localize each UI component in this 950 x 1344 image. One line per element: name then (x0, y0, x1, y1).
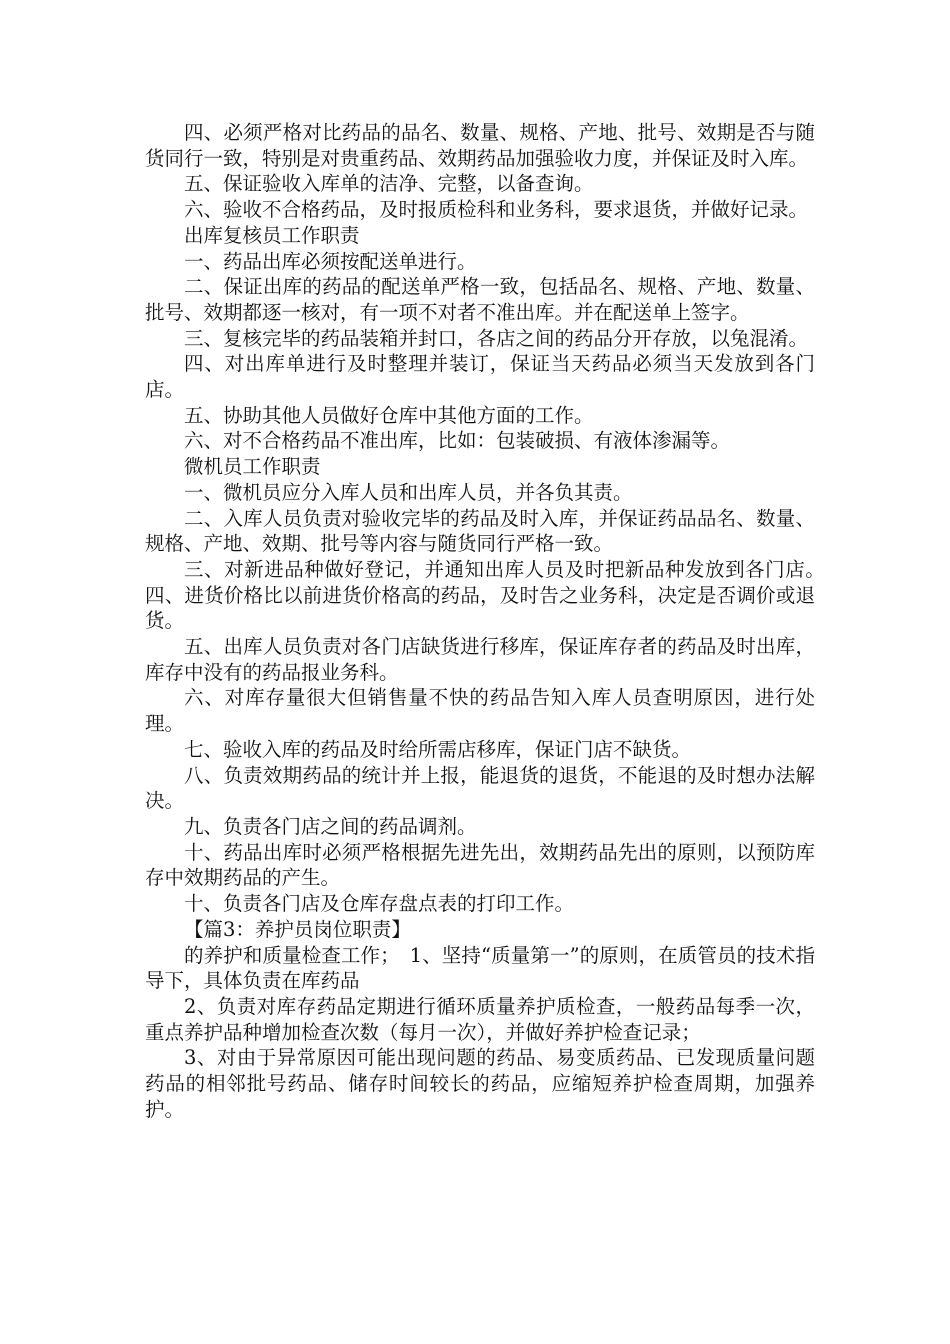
paragraph: 六、对库存量很大但销售量不快的药品告知入库人员查明原因，进行处理。 (145, 686, 815, 736)
paragraph: 3、对由于异常原因可能出现问题的药品、易变质药品、已发现质量问题药品的相邻批号药品、储存时间较长的药品，应缩短养护检查周期，加强养护。 (145, 1046, 815, 1121)
paragraph: 五、出库人员负责对各门店缺货进行移库，保证库存者的药品及时出库，库存中没有的药品报业务科。 (145, 635, 815, 684)
section-heading: 微机员工作职责 (184, 455, 321, 479)
paragraph: 二、保证出库的药品的配送单严格一致，包括品名、规格、产地、数量、批号、效期都逐一核对，有一项不对者不准出库。并在配送单上签字。 (145, 275, 815, 324)
section-heading: 出库复核员工作职责 (184, 223, 360, 247)
paragraph: 的养护和质量检查工作； 1、坚持“质量第一”的原则，在质管员的技术指导下，具体负责在库药品 (145, 943, 815, 993)
paragraph: 四、对出库单进行及时整理并装订，保证当天药品必须当天发放到各门店。 (145, 352, 815, 402)
section-heading: 【篇3：养护员岗位职责】 (184, 917, 411, 941)
paragraph: 十、药品出库时必须严格根据先进先出，效期药品先出的原则，以预防库存中效期药品的产生。 (145, 840, 815, 890)
paragraph: 二、入库人员负责对验收完毕的药品及时入库，并保证药品品名、数量、规格、产地、效期、批号等内容与随货同行严格一致。 (145, 506, 815, 556)
paragraph: 三、复核完毕的药品装箱并封口，各店之间的药品分开存放，以兔混淆。 (184, 326, 809, 350)
paragraph: 六、验收不合格药品，及时报质检科和业务科，要求退货，并做好记录。 (184, 198, 809, 222)
paragraph: 一、药品出库必须按配送单进行。 (184, 249, 477, 273)
document-body (145, 120, 841, 1122)
paragraph: 九、负责各门店之间的药品调剂。 (184, 814, 477, 838)
paragraph: 一、微机员应分入库人员和出库人员，并各负其责。 (184, 480, 633, 504)
paragraph: 六、对不合格药品不准出库，比如：包装破损、有液体渗漏等。 (184, 429, 731, 453)
paragraph: 2、负责对库存药品定期进行循环质量养护质检查，一般药品每季一次，重点养护品种增加检查次数（每月一次），并做好养护检查记录； (145, 994, 815, 1044)
paragraph: 三、对新进品种做好登记，并通知出库人员及时把新品种发放到各门店。 四、进货价格比以前进货价格高的药品，及时告之业务科，决定是否调价或退货。 (145, 557, 841, 633)
paragraph: 四、必须严格对比药品的品名、数量、规格、产地、批号、效期是否与随货同行一致，特别是对贵重药品、效期药品加强验收力度，并保证及时入库。 (145, 121, 815, 170)
paragraph: 十、负责各门店及仓库存盘点表的打印工作。 (184, 892, 575, 916)
paragraph: 五、保证验收入库单的洁净、完整，以备查询。 (184, 172, 594, 196)
paragraph: 八、负责效期药品的统计并上报，能退货的退货，不能退的及时想办法解决。 (145, 763, 815, 813)
paragraph: 七、验收入库的药品及时给所需店移库，保证门店不缺货。 (184, 737, 692, 761)
paragraph: 五、协助其他人员做好仓库中其他方面的工作。 (184, 403, 594, 427)
